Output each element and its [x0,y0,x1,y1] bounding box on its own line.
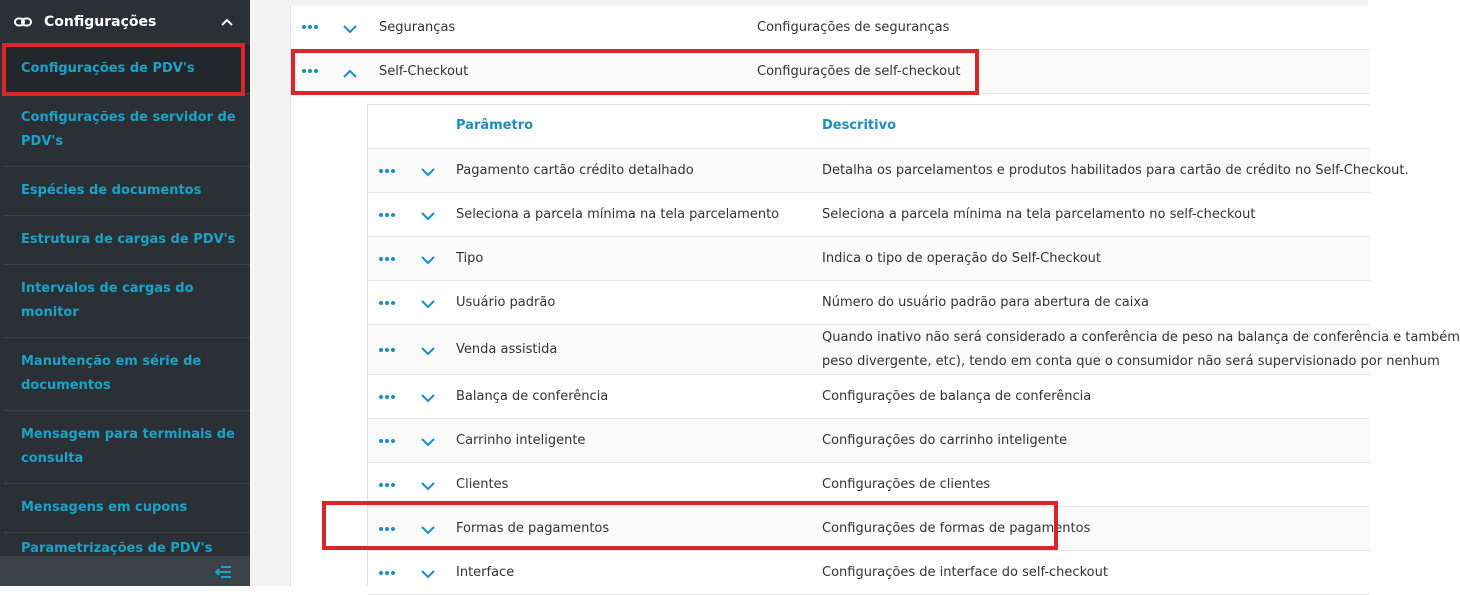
chevron-down-icon[interactable] [421,298,435,307]
more-options-icon[interactable] [379,439,397,443]
more-options-icon[interactable] [379,348,397,352]
sidebar-item-mensagem-terminais[interactable] [4,411,250,484]
more-options-icon[interactable] [379,301,397,305]
more-options-icon[interactable] [302,25,320,29]
sidebar-section-title: Configurações [44,14,157,30]
parameter-name: Clientes [456,477,509,492]
parameter-desc: Configurações de formas de pagamentos [822,521,1091,536]
chevron-down-icon[interactable] [421,345,435,354]
chevron-down-icon[interactable] [421,254,435,263]
parameters-panel [290,6,1460,586]
sidebar-item-label: Espécies de documentos [21,183,202,198]
chevron-down-icon[interactable] [421,210,435,219]
chevron-up-icon[interactable] [220,14,234,28]
parameter-desc: Detalha os parcelamentos e produtos habilitados para cartão de crédito no Self-Checkout. [822,163,1409,178]
parameter-name: Carrinho inteligente [456,433,586,448]
parameter-desc-line2: peso divergente, etc), tendo em conta que o consumidor não será supervisionado por nenhum [822,354,1440,369]
table-row[interactable] [368,419,1370,463]
self-checkout-subtable [367,104,1460,586]
parameter-name: Pagamento cartão crédito detalhado [456,163,694,178]
sidebar-item-label: Configurações de PDV's [21,61,195,76]
chevron-down-icon[interactable] [421,392,435,401]
link-icon [14,15,34,29]
more-options-icon[interactable] [379,527,397,531]
sidebar-item-label: Mensagem para terminais de consulta [21,427,235,466]
sidebar-item-estrutura-cargas[interactable] [4,216,250,265]
chevron-down-icon[interactable] [421,436,435,445]
table-row[interactable] [368,325,1460,375]
parameter-desc: Configurações do carrinho inteligente [822,433,1068,448]
sidebar-item-servidor-pdv[interactable] [4,94,250,167]
more-options-icon[interactable] [379,169,397,173]
parameter-name: Tipo [456,251,484,266]
parameter-desc: Seleciona a parcela mínima na tela parcelamento no self-checkout [822,207,1256,222]
table-row[interactable] [368,551,1370,595]
more-options-icon[interactable] [379,213,397,217]
table-row[interactable] [368,237,1370,281]
chevron-down-icon[interactable] [421,524,435,533]
parameter-name: Seleciona a parcela mínima na tela parcelamento [456,207,780,222]
sidebar-item-label: Configurações de servidor de PDV's [21,110,236,149]
sidebar-item-label: Estrutura de cargas de PDV's [21,232,236,247]
chevron-down-icon[interactable] [421,166,435,175]
more-options-icon[interactable] [379,395,397,399]
sidebar-section-header[interactable] [0,0,250,44]
table-row[interactable] [368,375,1370,419]
parameter-name: Seguranças [379,20,456,35]
column-header-descritivo[interactable]: Descritivo [822,118,896,133]
more-options-icon[interactable] [379,257,397,261]
parameter-name: Self-Checkout [379,64,469,79]
table-row[interactable] [368,193,1370,237]
parameter-name: Venda assistida [456,342,558,357]
chevron-down-icon[interactable] [343,23,357,32]
sidebar-footer [0,556,250,586]
parameter-name: Usuário padrão [456,295,556,310]
subtable-header [368,105,1370,149]
parameter-desc: Configurações de self-checkout [757,64,961,79]
sidebar-item-manutencao-serie[interactable] [4,338,250,411]
chevron-up-icon[interactable] [343,67,357,76]
more-options-icon[interactable] [379,571,397,575]
parameter-desc: Configurações de clientes [822,477,991,492]
more-options-icon[interactable] [302,69,320,73]
sidebar-item-label: Parametrizações de PDV's [21,541,213,556]
collapse-sidebar-icon[interactable] [214,564,232,578]
sidebar-item-label: Mensagens em cupons [21,500,188,515]
parameter-desc: Configurações de seguranças [757,20,950,35]
sidebar-item-configuracoes-pdv[interactable] [4,45,250,94]
table-row[interactable] [368,281,1370,325]
parameter-desc: Configurações de balança de conferência [822,389,1092,404]
sidebar-menu [4,45,250,573]
column-header-parametro[interactable]: Parâmetro [456,118,534,133]
parameter-desc-line1: Quando inativo não será considerado a conferência de peso na balança de conferência e também [822,330,1460,345]
table-row[interactable] [368,507,1370,551]
parameter-name: Formas de pagamentos [456,521,610,536]
sidebar [0,0,250,586]
parameter-name: Interface [456,565,515,580]
sidebar-item-label: Intervalos de cargas do monitor [21,281,194,320]
sidebar-item-label: Manutenção em série de documentos [21,354,202,393]
chevron-down-icon[interactable] [421,480,435,489]
parameter-desc: Indica o tipo de operação do Self-Checkout [822,251,1101,266]
parameter-row-segurancas[interactable] [291,6,1369,50]
chevron-down-icon[interactable] [421,568,435,577]
table-row[interactable] [368,463,1370,507]
sidebar-item-especies-documentos[interactable] [4,167,250,216]
sidebar-item-intervalos-cargas[interactable] [4,265,250,338]
main-content [250,0,1460,586]
sidebar-item-mensagens-cupons[interactable] [4,484,250,533]
parameter-row-self-checkout[interactable] [291,50,1369,94]
parameter-name: Balança de conferência [456,389,609,404]
table-row[interactable] [368,149,1409,193]
parameter-desc: Configurações de interface do self-checkout [822,565,1108,580]
more-options-icon[interactable] [379,483,397,487]
parameter-desc: Número do usuário padrão para abertura de caixa [822,295,1150,310]
